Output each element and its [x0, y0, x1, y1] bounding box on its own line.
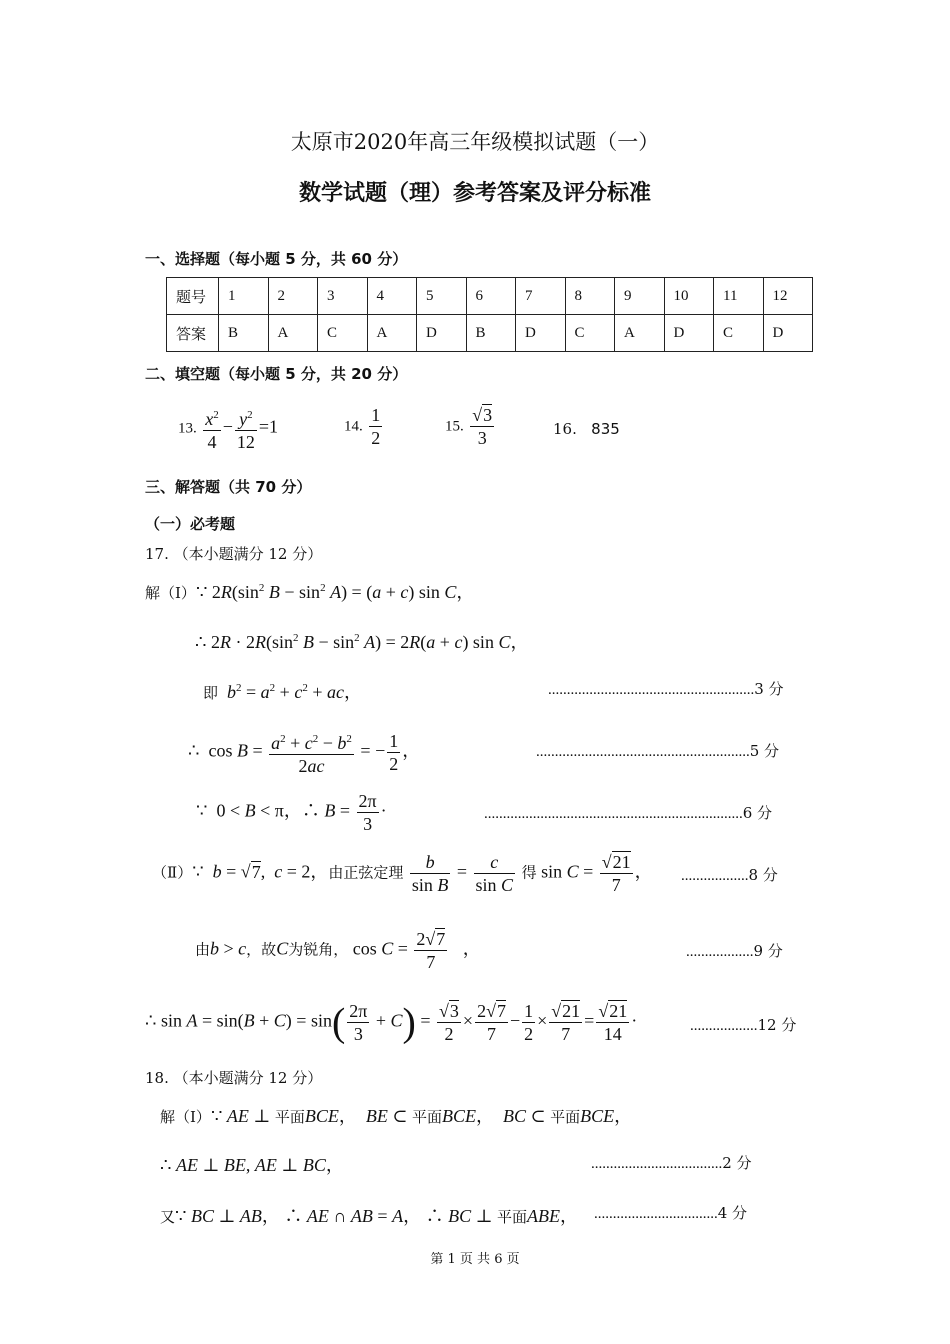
- answer-table: [166, 277, 813, 352]
- acute-text: 为锐角，: [288, 942, 349, 959]
- p17-line7: 由b > c，故C为锐角， cos C = $\frac{2√7}{7}$ ，: [195, 929, 481, 972]
- table-cell: 10: [664, 278, 714, 315]
- score-4: .................................4 分: [594, 1204, 748, 1222]
- score-12: ..................12 分: [690, 1016, 797, 1034]
- table-header-answer: 答案: [167, 315, 219, 352]
- table-cell: C: [318, 315, 368, 352]
- section-2-heading: 二、填空题（每小题 5 分，共 20 分）: [145, 365, 408, 383]
- table-cell: D: [516, 315, 566, 352]
- table-cell: 4: [367, 278, 417, 315]
- table-cell: 8: [565, 278, 615, 315]
- table-header-question: 题号: [167, 278, 219, 315]
- section-3-sub: （一）必考题: [145, 515, 236, 533]
- table-cell: 7: [516, 278, 566, 315]
- score-6: .....................................................................6 分: [484, 804, 773, 822]
- table-cell: A: [268, 315, 318, 352]
- table-row: [167, 315, 813, 352]
- page-title: 太原市2020年高三年级模拟试题（一）: [290, 130, 660, 154]
- sine-law-text: 由正弦定理: [328, 865, 404, 882]
- table-cell: D: [417, 315, 467, 352]
- table-cell: C: [565, 315, 615, 352]
- problem-18-heading: 18. （本小题满分 12 分）: [145, 1069, 323, 1087]
- answer-15: 15. $\frac{√3}{3}$: [445, 405, 493, 448]
- q15-label: 15.: [445, 418, 464, 435]
- p18-line1: 解（Ⅰ）∵ AE ⊥ 平面BCE， BE ⊂ 平面BCE， BC ⊂ 平面BCE，: [160, 1106, 633, 1126]
- answer-16: [553, 420, 620, 438]
- p17-line8: ∴ sin A = sin(B + C) = sin( $\frac{2\pi}{3}$ + C) = $\frac{√3}{2}$ × $\frac{2√7}{7}$ − $\frac{1}{2}$ × $\frac{√21}{7}$ = $\frac{√21}{14}$ ·: [145, 999, 638, 1045]
- solution-label: 解（Ⅰ）: [145, 586, 196, 602]
- q16-value: 835: [591, 420, 620, 438]
- table-row: [167, 278, 813, 315]
- p18-line2: ∴ AE ⊥ BE, AE ⊥ BC，: [160, 1155, 344, 1175]
- section-3-heading: 三、解答题（共 70 分）: [145, 478, 312, 496]
- table-cell: 3: [318, 278, 368, 315]
- score-3: .......................................................3 分: [548, 680, 784, 698]
- p17-line4: ∴ cos B = $\frac{a^2 + c^2 - b^2}{2ac}$ = − $\frac{1}{2}$ ，: [188, 728, 420, 777]
- score-5: .........................................................5 分: [536, 742, 780, 760]
- answer-13: 13. $\frac{x^2}{4}$ − $\frac{y^2}{12}$ =1: [178, 404, 278, 453]
- table-cell: 6: [466, 278, 516, 315]
- p17-line1: 解（Ⅰ）∵ $2R(\sin^2$ $B - \sin^2 A) = (a + c)$ sin C，: [145, 582, 475, 602]
- table-cell: 2: [268, 278, 318, 315]
- score-2: ...................................2 分: [591, 1154, 752, 1172]
- table-cell: C: [714, 315, 764, 352]
- page-subtitle: 数学试题（理）参考答案及评分标准: [298, 181, 651, 206]
- table-cell: 9: [615, 278, 665, 315]
- problem-17-heading: 17. （本小题满分 12 分）: [145, 545, 323, 563]
- ji-label: 即: [203, 686, 219, 702]
- section-1-heading: 一、选择题（每小题 5 分，共 60 分）: [145, 250, 408, 268]
- you2-text: 又: [160, 1210, 176, 1226]
- p17-line5: ∵ 0 < B < π，∴ B = $\frac{2\pi}{3}$ ·: [196, 791, 387, 834]
- table-cell: 12: [763, 278, 813, 315]
- p17-line6: （Ⅱ）∵ b = √7, c = 2，由正弦定理 $\frac{b}{\text{sin B}}$ = $\frac{c}{\text{sin C}}$ 得 sin C = $\frac{√21}{7}$ ，: [152, 852, 653, 895]
- table-cell: 5: [417, 278, 467, 315]
- part2-label: （Ⅱ）: [152, 865, 193, 882]
- table-cell: 11: [714, 278, 764, 315]
- de-text: 得: [521, 865, 537, 882]
- table-cell: D: [664, 315, 714, 352]
- table-cell: D: [763, 315, 813, 352]
- table-cell: A: [615, 315, 665, 352]
- table-cell: A: [367, 315, 417, 352]
- gu-text: ，故: [246, 942, 277, 959]
- table-cell: 1: [219, 278, 269, 315]
- p17-line2: ∴ $2R \cdot 2R(\sin^2$ $B - \sin^2 A) = 2R(a + c)$ sin C，: [195, 632, 529, 652]
- table-cell: B: [466, 315, 516, 352]
- p18-line3: 又∵ BC ⊥ AB， ∴ AE ∩ AB = A， ∴ BC ⊥ 平面ABE，: [160, 1206, 579, 1226]
- p17-line3: 即 $b^2 = a^2 + c^2$ + ac，: [203, 682, 362, 702]
- score-9: ..................9 分: [686, 942, 783, 960]
- q13-label: 13.: [178, 420, 197, 437]
- you-text: 由: [195, 942, 211, 959]
- q16-label: 16.: [553, 420, 577, 438]
- page-footer: 第 1 页 共 6 页: [430, 1252, 520, 1267]
- q14-label: 14.: [344, 418, 363, 435]
- table-cell: B: [219, 315, 269, 352]
- answer-14: 14. $\frac{1}{2}$: [344, 405, 381, 448]
- score-8: ..................8 分: [681, 866, 778, 884]
